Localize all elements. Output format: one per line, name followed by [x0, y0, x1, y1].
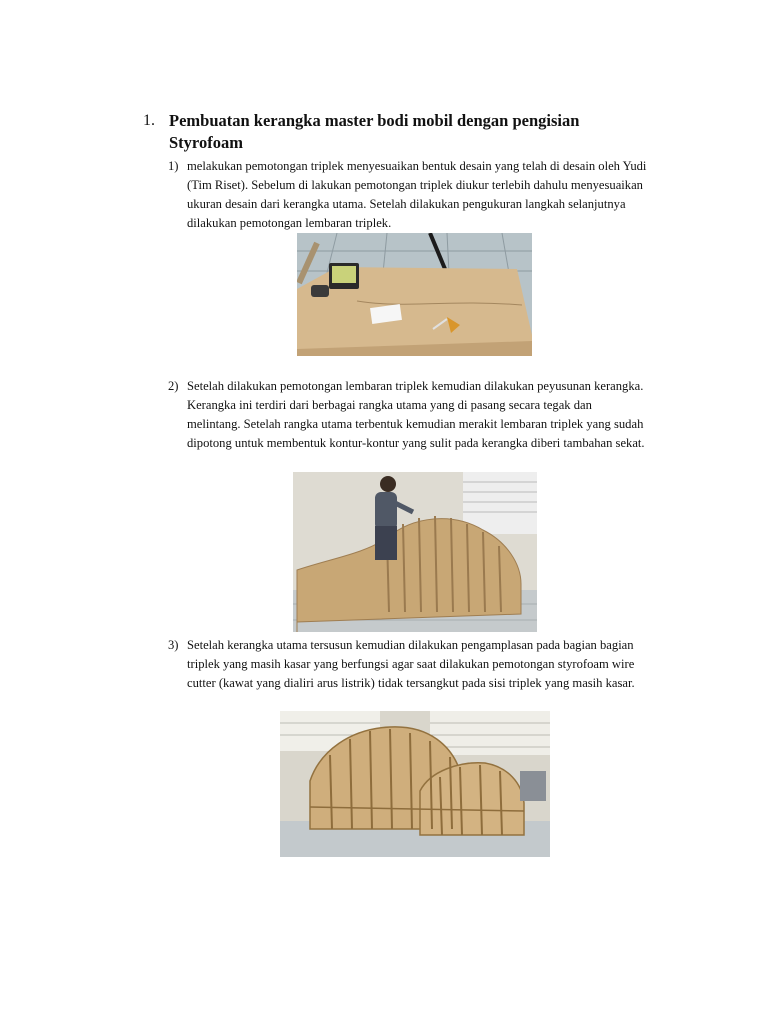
step-1-text: melakukan pemotongan triplek menyesuaikan bentuk desain yang telah di desain oleh Yudi (Tim Riset). Sebelum di lakukan pemotongan triplek diukur terlebih dahulu menyesuaikan ukuran desain dari kerangka utama. Setelah dilakukan pengukuran langkah selanjutnya dilakukan pemotongan lembaran triplek.	[187, 159, 647, 230]
step-1-number: 1)	[168, 159, 179, 173]
section-number: 1.	[143, 112, 155, 129]
step-3-number: 3)	[168, 638, 179, 652]
plywood-cutting-photo	[297, 233, 532, 356]
step-1	[168, 157, 648, 233]
step-2-number: 2)	[168, 379, 179, 393]
step-3	[168, 636, 648, 693]
step-3-text: Setelah kerangka utama tersusun kemudian dilakukan pengamplasan pada bagian bagian triplek yang masih kasar yang berfungsi agar saat dilakukan pemotongan styrofoam wire cutter (kawat yang dialiri arus listrik) tidak tersangkut pada sisi triplek yang masih kasar.	[187, 638, 635, 690]
section-title: Pembuatan kerangka master bodi mobil dengan pengisian Styrofoam	[169, 111, 580, 152]
step-2-text: Setelah dilakukan pemotongan lembaran triplek kemudian dilakukan peyusunan kerangka. Kerangka ini terdiri dari berbagai rangka utama yang di pasang secara tegak dan melintang. Setelah rangka utama terbentuk kemudian merakit lembaran triplek yang sudah dipotong untuk membentuk kontur-kontur yang sulit pada kerangka diberi tambahan sekat.	[187, 379, 645, 450]
step-2	[168, 377, 648, 453]
frame-assembly-photo	[293, 472, 537, 632]
sanded-frame-photo	[280, 711, 550, 857]
